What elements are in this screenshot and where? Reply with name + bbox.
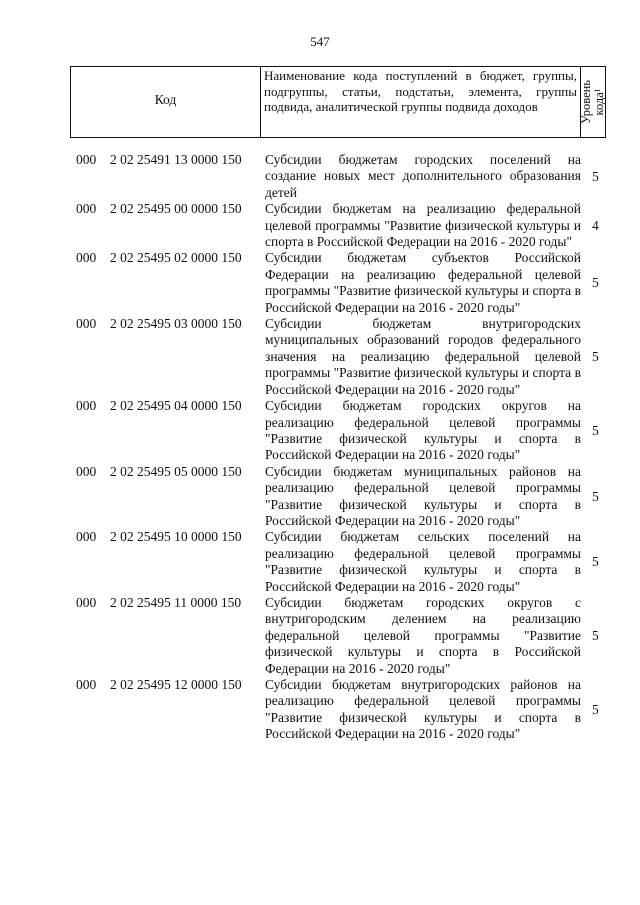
table-row [0,152,640,201]
row-prefix: 000 [76,250,97,266]
row-name: Субсидии бюджетам внутригородских муниципальных образований городов федерального значения на реализацию федеральной целевой программы "Развитие физической культуры и спорта в Российской Федерации на 2016 - 2020 годы" [265,316,581,397]
row-level: 5 [592,168,599,184]
table-header [70,66,606,138]
row-prefix: 000 [76,152,97,167]
row-prefix: 000 [76,677,97,692]
row-level: 5 [592,348,599,364]
row-name: Субсидии бюджетам муниципальных районов на реализацию федеральной целевой программы "Развитие физической культуры и спорта в Российской Федерации на 2016 - 2020 годы" [265,463,581,528]
row-name: Субсидии бюджетам городских округов на реализацию федеральной целевой программы "Развитие физической культуры и спорта в Российской Федерации на 2016 - 2020 годы" [265,398,581,463]
row-level: 5 [592,701,599,717]
row-prefix: 000 [76,201,97,217]
row-level: 4 [592,217,599,233]
row-code: 2 02 25495 05 0000 150 [110,463,242,479]
header-name: Наименование кода поступлений в бюджет, группы, подгруппы, статьи, подстатьи, элемента, группы подвида, аналитической группы подвида доходов [261,67,581,137]
table-row [0,595,640,677]
table-body [0,152,640,743]
table-row [0,677,640,743]
row-code: 2 02 25495 03 0000 150 [110,316,242,332]
header-level-cell [581,67,605,137]
row-name: Субсидии бюджетам городских поселений на создание новых мест дополнительного образования детей [265,152,581,200]
row-name: Субсидии бюджетам городских округов с внутригородским делением на реализацию федеральной целевой программы "Развитие физической культуры и спорта в Российской Федерации на 2016 - 2020 годы" [265,594,581,676]
table-row [0,529,640,595]
row-prefix: 000 [76,594,97,610]
row-name: Субсидии бюджетам внутригородских районов на реализацию федеральной целевой программы "Развитие физической культуры и спорта в Российской Федерации на 2016 - 2020 годы" [265,677,581,742]
row-code: 2 02 25495 00 0000 150 [110,201,242,217]
row-code: 2 02 25495 02 0000 150 [110,250,242,266]
row-prefix: 000 [76,463,97,479]
row-level: 5 [592,488,599,504]
row-name: Субсидии бюджетам субъектов Российской Федерации на реализацию федеральной целевой программы "Развитие физической культуры и спорта в Российской Федерации на 2016 - 2020 годы" [265,250,581,315]
row-code: 2 02 25495 12 0000 150 [110,677,242,692]
row-code: 2 02 25495 04 0000 150 [110,398,242,414]
row-prefix: 000 [76,398,97,414]
row-level: 5 [592,422,599,438]
row-prefix: 000 [76,316,97,332]
table-row [0,201,640,250]
row-code: 2 02 25491 13 0000 150 [110,152,242,167]
table-row [0,316,640,398]
row-level: 5 [592,553,599,569]
row-prefix: 000 [76,529,97,545]
row-level: 5 [592,627,599,643]
row-code: 2 02 25495 10 0000 150 [110,529,242,545]
table-row [0,464,640,530]
table-row [0,398,640,464]
table-row [0,250,640,316]
row-name: Субсидии бюджетам на реализацию федеральной целевой программы "Развитие физической культуры и спорта в Российской Федерации на 2016 - 2020 годы" [265,201,581,250]
row-name: Субсидии бюджетам сельских поселений на реализацию федеральной целевой программы "Развитие физической культуры и спорта в Российской Федерации на 2016 - 2020 годы" [265,529,581,594]
header-level: Уровень кода¹ [579,79,606,125]
page-number: 547 [310,34,330,49]
row-level: 5 [592,275,599,291]
row-code: 2 02 25495 11 0000 150 [110,594,242,610]
header-code: Код [71,67,261,137]
